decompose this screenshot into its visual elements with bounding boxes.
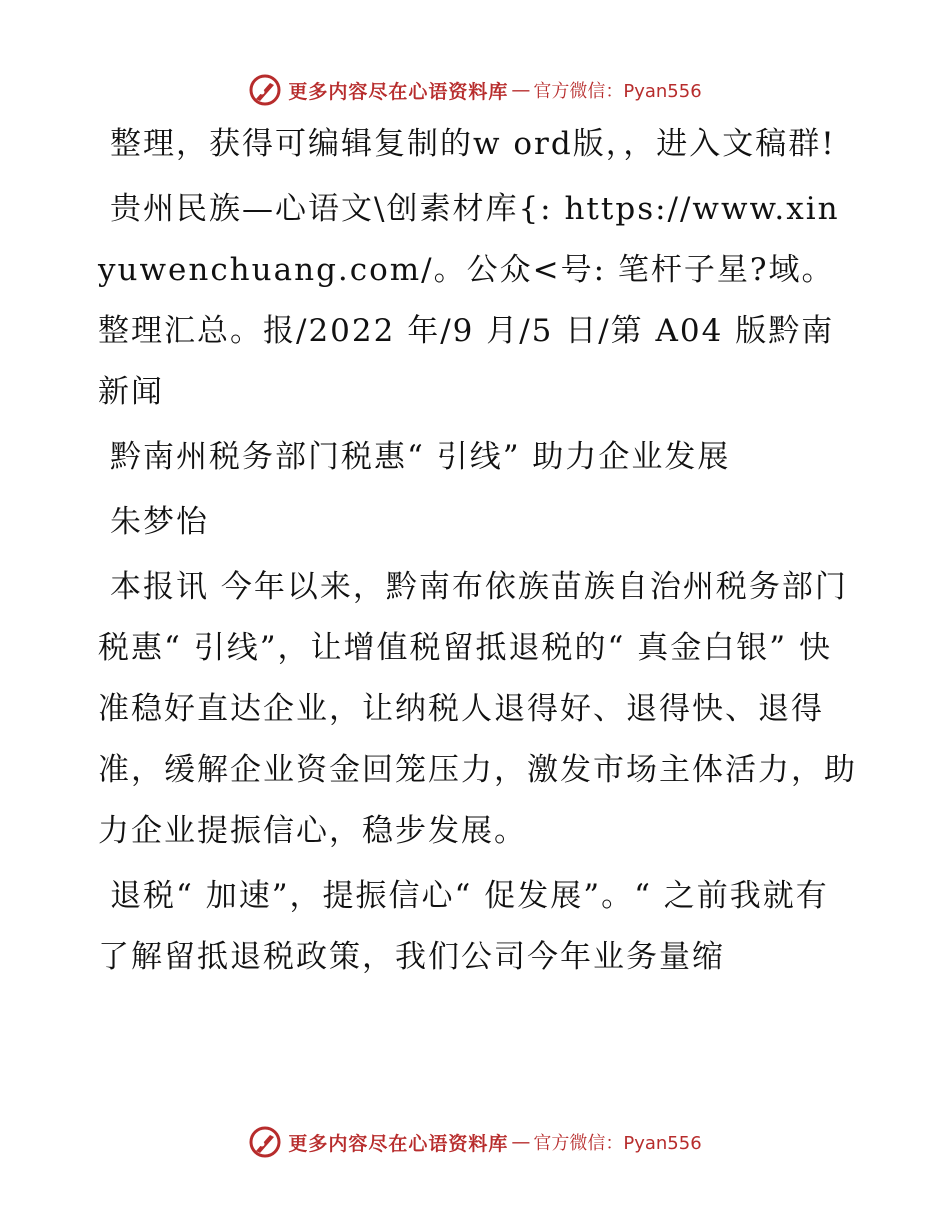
document-body [98, 114, 858, 988]
quill-pen-logo-icon [248, 73, 282, 107]
banner-dash: — [511, 1131, 531, 1153]
paragraph-source: 贵州民族—心语文\创素材库{: https://www.xinyuwenchuang.com/。公众<号: 笔杆子星?域。整理汇总。报/2022 年/9 月/5 日/第 A04 版黔南新闻 [98, 191, 840, 410]
footer-banner [0, 1122, 950, 1162]
banner-title: 更多内容尽在心语资料库 [288, 80, 509, 103]
banner-title: 更多内容尽在心语资料库 [288, 1132, 509, 1155]
banner-contact: 官方微信：Pyan556 [533, 81, 702, 102]
paragraph-body-2: 退税“ 加速”，提振信心“ 促发展”。“ 之前我就有了解留抵退税政策，我们公司今年业务量缩 [98, 878, 829, 975]
header-banner [0, 70, 950, 110]
paragraph-body-1: 本报讯 今年以来，黔南布依族苗族自治州税务部门税惠“ 引线”，让增值税留抵退税的“ 真金白银” 快准稳好直达企业，让纳税人退得好、退得快、退得准，缓解企业资金回笼压力，激发市场主体活力，助力企业提振信心，稳步发展。 [98, 569, 857, 849]
banner-dash: — [511, 79, 531, 101]
article-title: 黔南州税务部门税惠“ 引线” 助力企业发展 [110, 439, 731, 475]
article-author: 朱梦怡 [110, 504, 209, 540]
paragraph-intro: 整理，获得可编辑复制的w ord版，，进入文稿群! [110, 126, 836, 162]
quill-pen-logo-icon [248, 1125, 282, 1159]
banner-contact: 官方微信：Pyan556 [533, 1133, 702, 1154]
